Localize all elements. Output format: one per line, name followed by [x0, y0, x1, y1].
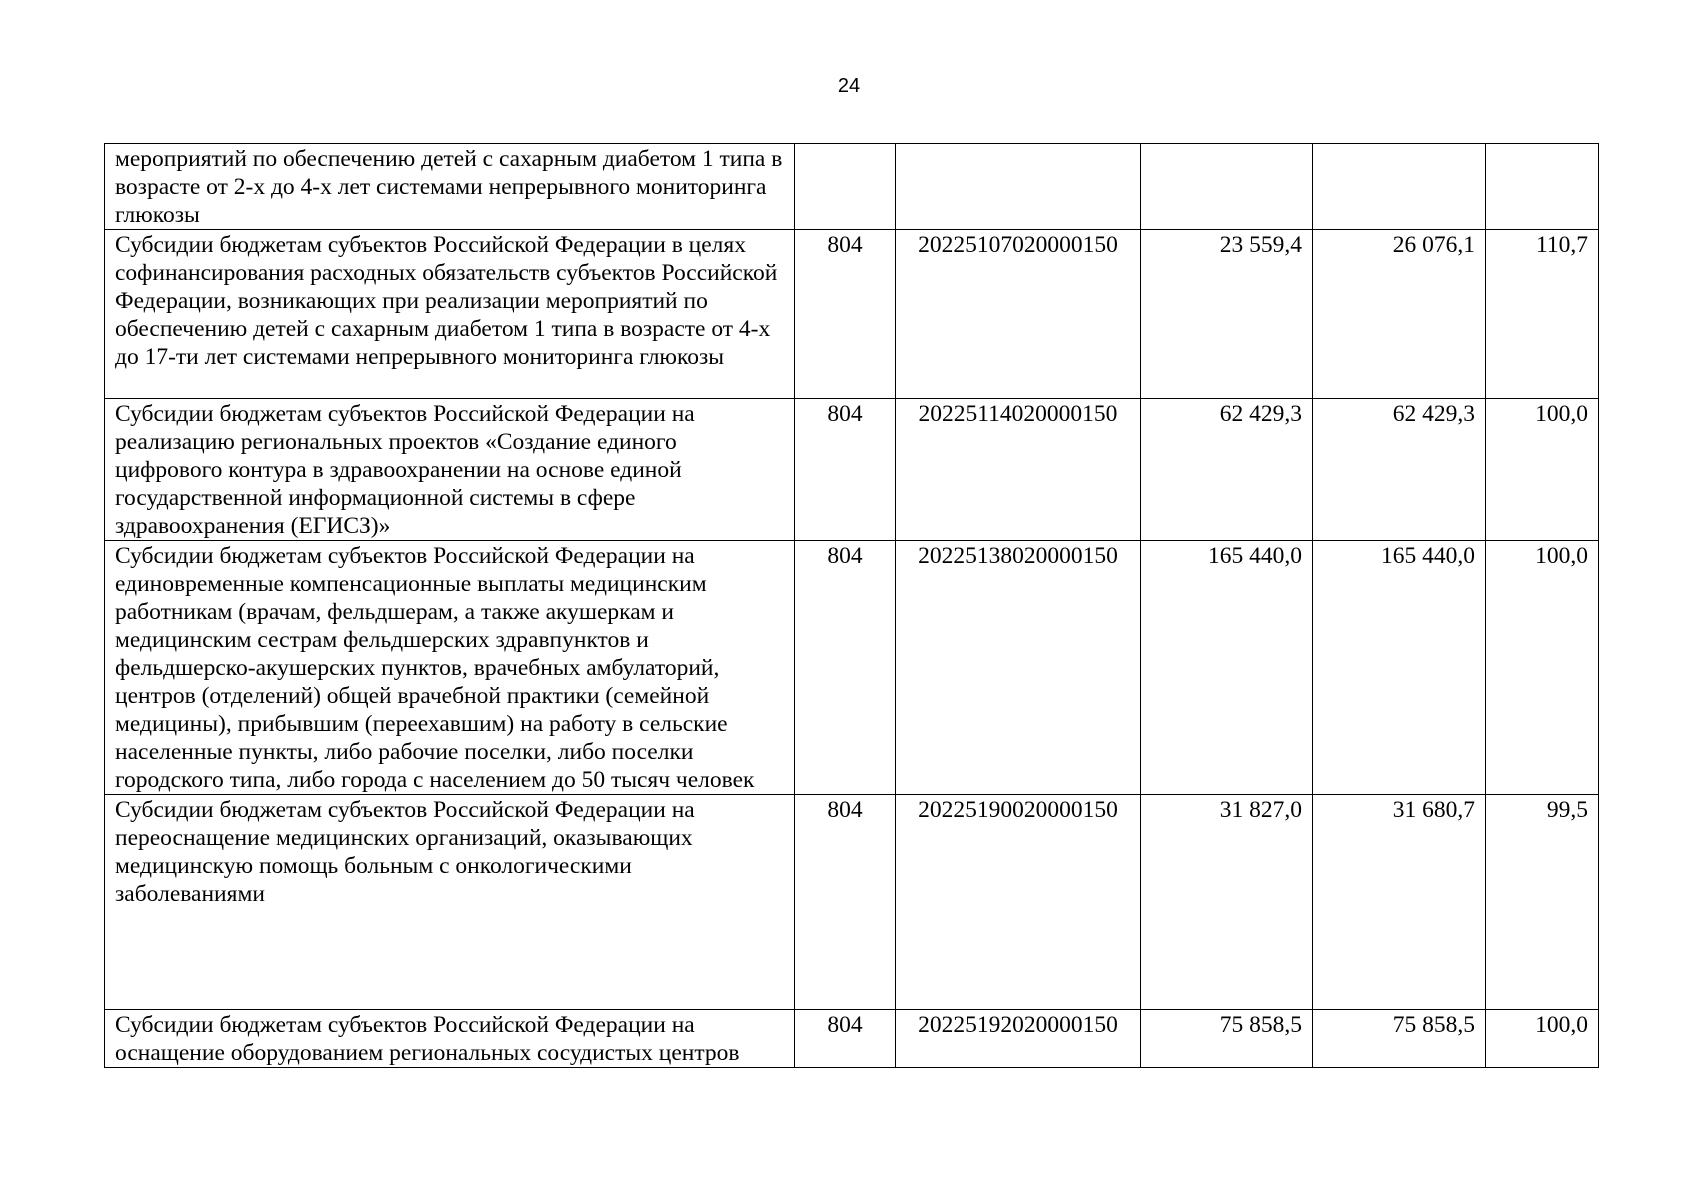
table-row — [105, 1010, 1599, 1068]
table-row — [105, 541, 1599, 795]
row-description: Субсидии бюджетам субъектов Российской Федерации на оснащение оборудованием региональных сосудистых центров — [105, 1010, 795, 1068]
table-row — [105, 795, 1599, 1010]
row-plan-value: 75 858,5 — [1141, 1010, 1313, 1068]
row-plan-value: 31 827,0 — [1141, 795, 1313, 1010]
row-description: Субсидии бюджетам субъектов Российской Федерации в целях софинансирования расходных обязательств субъектов Российской Федерации, возникающих при реализации мероприятий по обеспечению детей с сахарным диабетом 1 типа в возрасте от 4-х до 17-ти лет системами непрерывного мониторинга глюкозы — [105, 230, 795, 399]
row-budget-code: 20225107020000150 — [896, 230, 1141, 399]
row-description: Субсидии бюджетам субъектов Российской Федерации на единовременные компенсационные выплаты медицинским работникам (врачам, фельдшерам, а также акушеркам и медицинским сестрам фельдшерских здравпунктов и фельдшерско-акушерских пунктов, врачебных амбулаторий, центров (отделений) общей врачебной практики (семейной медицины), прибывшим (переехавшим) на работу в сельские населенные пункты, либо рабочие поселки, либо поселки городского типа, либо города с населением до 50 тысяч человек — [105, 541, 795, 795]
row-admin-code — [795, 144, 896, 230]
row-admin-code: 804 — [795, 1010, 896, 1068]
row-plan-value: 62 429,3 — [1141, 399, 1313, 541]
row-percent-value: 100,0 — [1486, 1010, 1599, 1068]
row-fact-value: 26 076,1 — [1313, 230, 1486, 399]
row-budget-code: 20225114020000150 — [896, 399, 1141, 541]
table-row — [105, 230, 1599, 399]
row-percent-value: 100,0 — [1486, 399, 1599, 541]
table-row — [105, 144, 1599, 230]
row-fact-value — [1313, 144, 1486, 230]
row-description: мероприятий по обеспечению детей с сахарным диабетом 1 типа в возрасте от 2-х до 4-х лет системами непрерывного мониторинга глюкозы — [105, 144, 795, 230]
row-budget-code — [896, 144, 1141, 230]
row-fact-value: 62 429,3 — [1313, 399, 1486, 541]
row-percent-value: 110,7 — [1486, 230, 1599, 399]
page-number: 24 — [837, 75, 861, 97]
row-admin-code: 804 — [795, 230, 896, 399]
row-plan-value: 165 440,0 — [1141, 541, 1313, 795]
row-plan-value: 23 559,4 — [1141, 230, 1313, 399]
budget-table — [104, 143, 1599, 1068]
row-percent-value: 100,0 — [1486, 541, 1599, 795]
row-description: Субсидии бюджетам субъектов Российской Федерации на переоснащение медицинских организаций, оказывающих медицинскую помощь больным с онкологическими заболеваниями — [105, 795, 795, 1010]
row-fact-value: 31 680,7 — [1313, 795, 1486, 1010]
row-admin-code: 804 — [795, 541, 896, 795]
row-admin-code: 804 — [795, 795, 896, 1010]
row-percent-value — [1486, 144, 1599, 230]
row-admin-code: 804 — [795, 399, 896, 541]
row-fact-value: 75 858,5 — [1313, 1010, 1486, 1068]
table-row — [105, 399, 1599, 541]
row-description: Субсидии бюджетам субъектов Российской Федерации на реализацию региональных проектов «Создание единого цифрового контура в здравоохранении на основе единой государственной информационной системы в сфере здравоохранения (ЕГИСЗ)» — [105, 399, 795, 541]
row-fact-value: 165 440,0 — [1313, 541, 1486, 795]
row-plan-value — [1141, 144, 1313, 230]
row-budget-code: 20225192020000150 — [896, 1010, 1141, 1068]
row-percent-value: 99,5 — [1486, 795, 1599, 1010]
row-budget-code: 20225190020000150 — [896, 795, 1141, 1010]
row-budget-code: 20225138020000150 — [896, 541, 1141, 795]
